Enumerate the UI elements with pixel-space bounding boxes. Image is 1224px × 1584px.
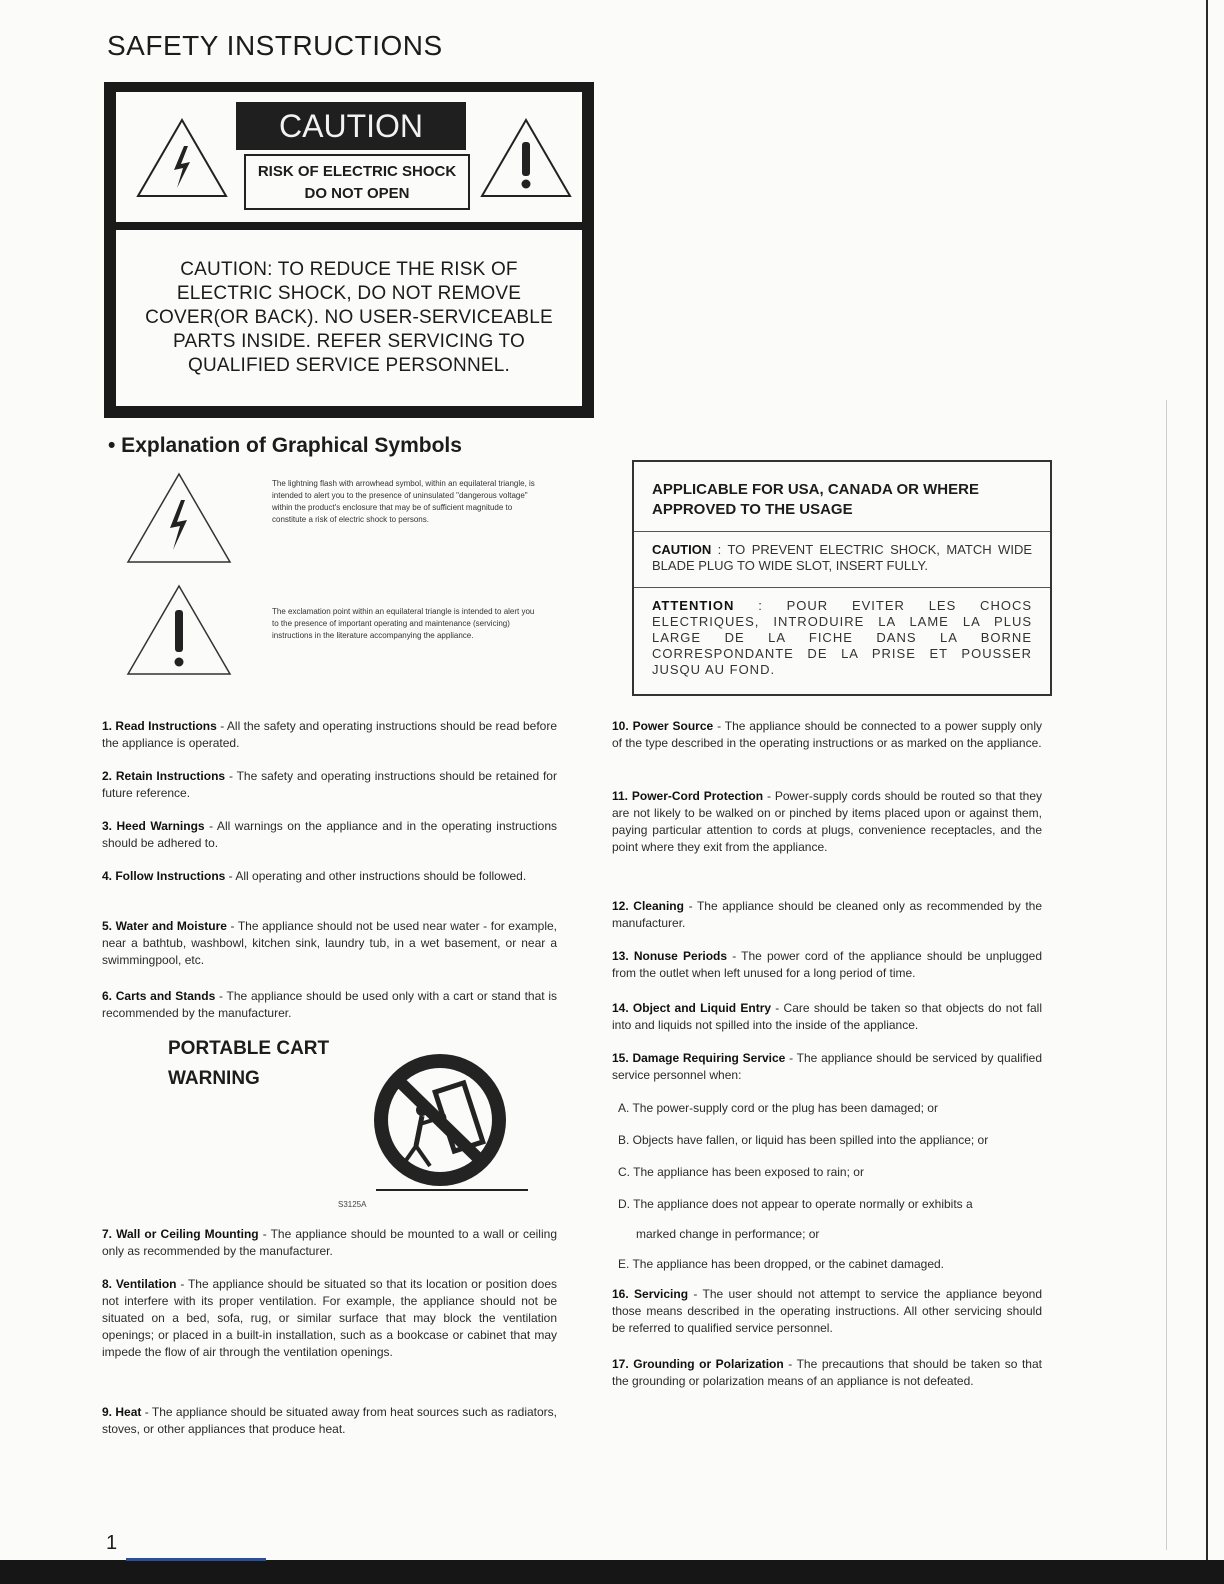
instruction-text: - The safety and operating instructions should be retained for future reference.	[102, 769, 557, 800]
instruction-label: 5. Water and Moisture	[102, 919, 227, 933]
damage-condition: D. The appliance does not appear to operate normally or exhibits a	[618, 1197, 973, 1211]
plug-attention-label: ATTENTION	[652, 598, 735, 613]
instruction-item	[612, 898, 1042, 932]
plug-caution-body: : TO PREVENT ELECTRIC SHOCK, MATCH WIDE BLADE PLUG TO WIDE SLOT, INSERT FULLY.	[652, 542, 1032, 573]
applicable-heading: APPLICABLE FOR USA, CANADA OR WHERE APPROVED TO THE USAGE	[652, 481, 979, 518]
instruction-label: 2. Retain Instructions	[102, 769, 226, 783]
instruction-label: 14. Object and Liquid Entry	[612, 1001, 772, 1015]
scan-bottom-accent	[126, 1558, 266, 1561]
instruction-item	[612, 948, 1042, 982]
instruction-label: 4. Follow Instructions	[102, 869, 226, 883]
instruction-item	[102, 718, 557, 752]
instruction-item	[102, 1226, 557, 1260]
instruction-text: - All the safety and operating instructions should be read before the appliance is operated.	[102, 719, 557, 750]
page-number: 1	[106, 1532, 118, 1554]
instruction-text: - The appliance should be cleaned only as recommended by the manufacturer.	[612, 899, 1043, 930]
exclamation-symbol-icon	[124, 582, 234, 678]
exclamation-warning-icon	[478, 116, 574, 200]
caution-header-panel	[116, 92, 582, 222]
instruction-item	[612, 1000, 1042, 1034]
instruction-item	[612, 718, 1042, 752]
instruction-label: 3. Heed Warnings	[102, 819, 205, 833]
plug-caution-text	[652, 542, 1032, 574]
cart-title-line-2: WARNING	[168, 1068, 260, 1089]
instruction-label: 13. Nonuse Periods	[612, 949, 728, 963]
instruction-item	[612, 1356, 1042, 1390]
plug-attention-body: : POUR EVITER LES CHOCS ELECTRIQUES, INTRODUIRE LA LAME LA PLUS LARGE DE LA FICHE DANS LA BORNE CORRESPONDANTE DE LA PRISE ET POUSSER JUSQU AU FOND.	[652, 598, 1032, 677]
damage-condition: marked change in performance; or	[636, 1227, 820, 1241]
instruction-label: 9. Heat	[102, 1405, 142, 1419]
lightning-warning-icon	[134, 116, 230, 200]
instruction-label: 7. Wall or Ceiling Mounting	[102, 1227, 259, 1241]
instruction-text: - The precautions that should be taken so that the grounding or polarization means of an appliance is not defeated.	[612, 1357, 1042, 1388]
caution-text-panel	[116, 230, 582, 406]
instruction-text: - The user should not attempt to service the appliance beyond those means described in the operating instructions. All other servicing should be referred to qualified service personnel.	[612, 1287, 1042, 1335]
cart-figure-code: S3125A	[338, 1200, 367, 1209]
instruction-item	[102, 768, 557, 802]
instruction-label: 1. Read Instructions	[102, 719, 217, 733]
plug-caution-label: CAUTION	[652, 542, 712, 557]
instruction-label: 10. Power Source	[612, 719, 714, 733]
instruction-text: - The appliance should be used only with a cart or stand that is recommended by the manufacturer.	[102, 989, 557, 1020]
portable-cart-title	[168, 1034, 329, 1094]
instruction-text: - The appliance should be mounted to a wall or ceiling only as recommended by the manufacturer.	[102, 1227, 557, 1258]
instruction-item	[102, 918, 557, 969]
applicable-box	[632, 460, 1052, 696]
instruction-item	[612, 1050, 1042, 1084]
plug-attention-text	[652, 598, 1032, 678]
instruction-text: - The appliance should be connected to a power supply only of the type described in the operating instructions or as marked on the appliance.	[612, 719, 1042, 750]
instruction-label: 15. Damage Requiring Service	[612, 1051, 786, 1065]
page-right-edge	[1206, 0, 1208, 1584]
damage-condition: A. The power-supply cord or the plug has been damaged; or	[618, 1101, 938, 1115]
instruction-text: - Power-supply cords should be routed so that they are not likely to be walked on or pinched by items placed upon or against them, paying particular attention to cords at plugs, convenience receptacles, and the point where they exit from the appliance.	[612, 789, 1042, 854]
damage-condition: C. The appliance has been exposed to rain; or	[618, 1165, 864, 1179]
instruction-text: - Care should be taken so that objects do not fall into and liquids not spilled into the inside of the appliance.	[612, 1001, 1043, 1032]
applicable-attention-section	[634, 588, 1050, 694]
instruction-item	[102, 988, 557, 1022]
instruction-item	[102, 818, 557, 852]
risk-line-2: DO NOT OPEN	[304, 185, 410, 202]
cart-title-line-1: PORTABLE CART	[168, 1038, 330, 1059]
instruction-label: 8. Ventilation	[102, 1277, 177, 1291]
lightning-symbol-description: The lightning flash with arrowhead symbol, within an equilateral triangle, is intended to alert you to the presence of uninsulated "dangerous voltage" within the product's enclosure that may be of sufficient magnitude to constitute a risk of electric shock to persons.	[272, 479, 535, 524]
instruction-label: 17. Grounding or Polarization	[612, 1357, 784, 1371]
scan-line	[1166, 400, 1167, 1550]
instruction-label: 11. Power-Cord Protection	[612, 789, 764, 803]
applicable-caution-section	[634, 532, 1050, 588]
risk-line-1: RISK OF ELECTRIC SHOCK	[257, 163, 457, 180]
lightning-symbol-icon	[124, 470, 234, 566]
applicable-header-section	[634, 462, 1050, 532]
damage-condition: B. Objects have fallen, or liquid has been spilled into the appliance; or	[618, 1133, 989, 1147]
damage-condition: E. The appliance has been dropped, or the cabinet damaged.	[618, 1257, 945, 1271]
risk-box	[244, 154, 470, 210]
instruction-item	[102, 1404, 557, 1438]
caution-text: CAUTION: TO REDUCE THE RISK OF ELECTRIC SHOCK, DO NOT REMOVE COVER(OR BACK). NO USER-SERVICEABLE PARTS INSIDE. REFER SERVICING TO QUALIFIED SERVICE PERSONNEL.	[145, 259, 553, 376]
instruction-text: - The appliance should not be used near water - for example, near a bathtub, washbowl, kitchen sink, laundry tub, in a wet basement, or near a swimmingpool, etc.	[102, 919, 557, 967]
cart-tip-over-icon	[366, 1050, 536, 1200]
instruction-item	[102, 868, 557, 885]
instruction-item	[612, 788, 1042, 856]
instruction-text: - The appliance should be situated so that its location or position does not interfere with its proper ventilation. For example, the appliance should not be situated on a bed, sofa, rug, or similar surface that may block the ventilation openings; or placed in a built-in installation, such as a bookcase or cabinet that may impede the flow of air through the ventilation openings.	[102, 1277, 558, 1359]
instruction-item	[102, 1276, 557, 1361]
exclamation-symbol-description: The exclamation point within an equilateral triangle is intended to alert you to the presence of important operating and maintenance (servicing) instructions in the literature accompanying the appliance.	[272, 607, 535, 640]
instruction-label: 12. Cleaning	[612, 899, 684, 913]
scan-bottom-border	[0, 1560, 1224, 1584]
page-title: SAFETY INSTRUCTIONS	[107, 30, 443, 61]
symbols-heading: • Explanation of Graphical Symbols	[108, 434, 462, 457]
instruction-text: - All warnings on the appliance and in the operating instructions should be adhered to.	[102, 819, 558, 850]
instruction-label: 16. Servicing	[612, 1287, 689, 1301]
instruction-label: 6. Carts and Stands	[102, 989, 216, 1003]
caution-label-box	[104, 82, 594, 418]
caution-label: CAUTION	[236, 102, 466, 150]
instruction-text: - The power cord of the appliance should be unplugged from the outlet when left unused for a long period of time.	[612, 949, 1042, 980]
instruction-text: - All operating and other instructions should be followed.	[225, 869, 527, 883]
instruction-text: - The appliance should be situated away from heat sources such as radiators, stoves, or other appliances that produce heat.	[102, 1405, 557, 1436]
instruction-text: - The appliance should be serviced by qualified service personnel when:	[612, 1051, 1042, 1082]
instruction-item	[612, 1286, 1042, 1337]
